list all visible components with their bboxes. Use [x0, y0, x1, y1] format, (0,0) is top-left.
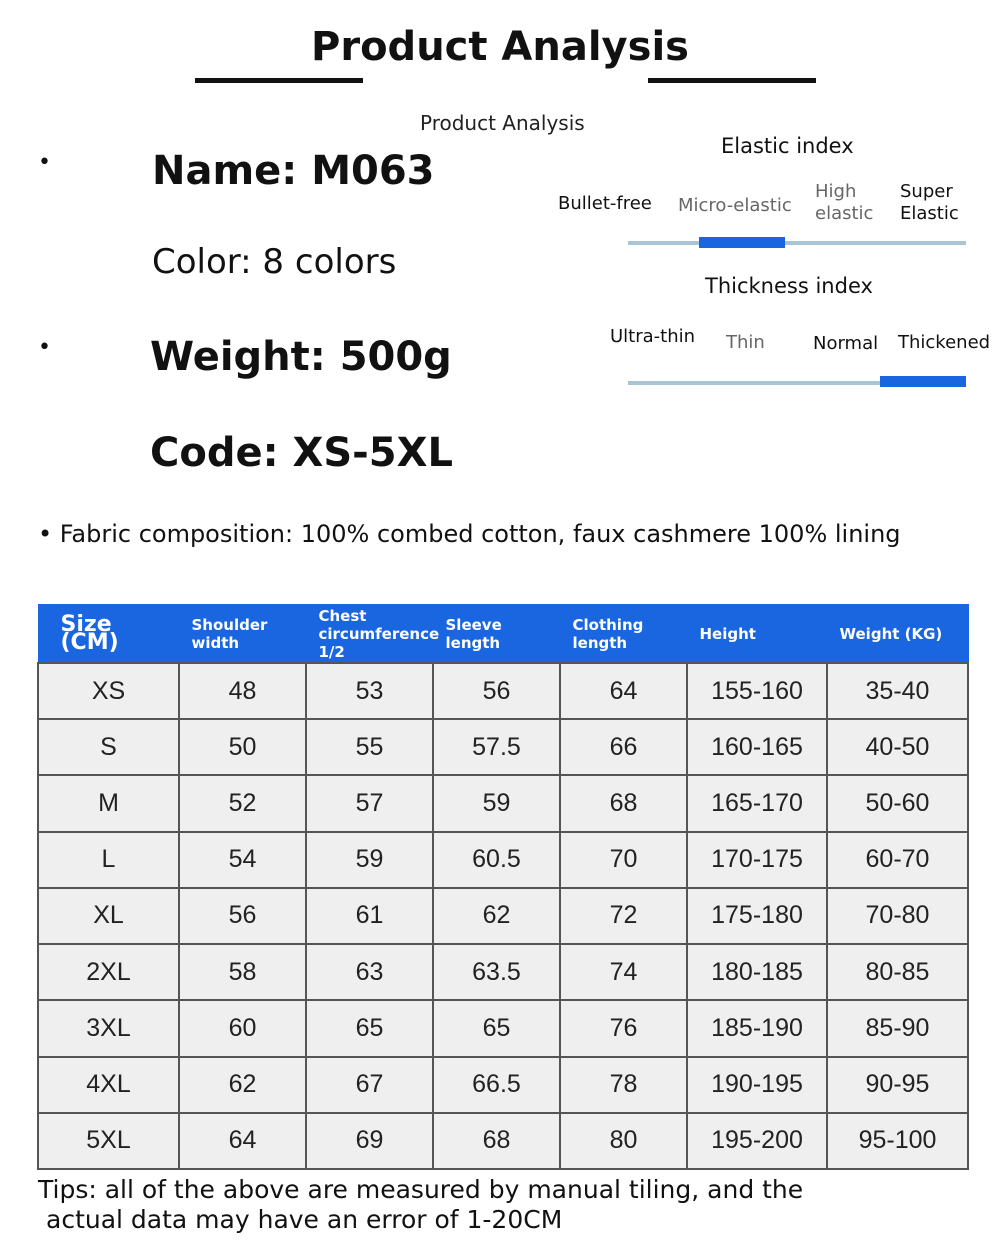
table-row — [38, 719, 968, 775]
cell-height: 180-185 — [687, 944, 827, 1000]
cell-clothing-length: 76 — [560, 1000, 687, 1056]
cell-clothing-length: 72 — [560, 888, 687, 944]
tips-line-2: actual data may have an error of 1-20CM — [46, 1205, 563, 1234]
cell-size: 2XL — [38, 944, 179, 1000]
cell-size: XS — [38, 663, 179, 719]
elastic-scale-track — [628, 241, 966, 245]
cell-sleeve-length: 66.5 — [433, 1057, 560, 1113]
cell-size: M — [38, 775, 179, 831]
cell-shoulder-width: 48 — [179, 663, 306, 719]
cell-height: 160-165 — [687, 719, 827, 775]
cell-clothing-length: 64 — [560, 663, 687, 719]
table-row — [38, 1000, 968, 1056]
bullet-icon: • — [38, 335, 51, 360]
cell-size: 3XL — [38, 1000, 179, 1056]
header-sleeve-length: Sleeve length — [433, 605, 560, 664]
cell-weight: 85-90 — [827, 1000, 968, 1056]
cell-clothing-length: 80 — [560, 1113, 687, 1169]
title-rule-left — [195, 78, 363, 83]
cell-shoulder-width: 52 — [179, 775, 306, 831]
cell-weight: 70-80 — [827, 888, 968, 944]
title-rule-right — [648, 78, 816, 83]
section-subtitle: Product Analysis — [420, 111, 585, 135]
thickness-label-thickened: Thickened — [898, 332, 991, 353]
cell-sleeve-length: 59 — [433, 775, 560, 831]
cell-size: L — [38, 832, 179, 888]
table-row — [38, 1113, 968, 1169]
cell-shoulder-width: 64 — [179, 1113, 306, 1169]
cell-size: 4XL — [38, 1057, 179, 1113]
cell-shoulder-width: 54 — [179, 832, 306, 888]
product-weight: Weight: 500g — [150, 334, 452, 380]
cell-chest: 59 — [306, 832, 433, 888]
cell-size: 5XL — [38, 1113, 179, 1169]
cell-shoulder-width: 62 — [179, 1057, 306, 1113]
table-row — [38, 944, 968, 1000]
cell-chest: 57 — [306, 775, 433, 831]
cell-height: 170-175 — [687, 832, 827, 888]
cell-chest: 69 — [306, 1113, 433, 1169]
cell-sleeve-length: 56 — [433, 663, 560, 719]
cell-size: S — [38, 719, 179, 775]
cell-weight: 80-85 — [827, 944, 968, 1000]
page-title: Product Analysis — [311, 24, 689, 70]
cell-height: 190-195 — [687, 1057, 827, 1113]
size-chart-table — [37, 604, 969, 1170]
cell-weight: 50-60 — [827, 775, 968, 831]
cell-sleeve-length: 65 — [433, 1000, 560, 1056]
cell-shoulder-width: 60 — [179, 1000, 306, 1056]
cell-weight: 60-70 — [827, 832, 968, 888]
measurement-tips — [38, 1175, 803, 1235]
thickness-scale-indicator — [880, 376, 966, 387]
cell-height: 195-200 — [687, 1113, 827, 1169]
elastic-scale-indicator — [699, 237, 785, 248]
product-code: Code: XS-5XL — [150, 430, 453, 476]
product-color: Color: 8 colors — [152, 242, 397, 282]
header-chest-circumference: Chest circumference 1/2 — [306, 605, 433, 664]
header-weight: Weight (KG) — [827, 605, 968, 664]
cell-height: 175-180 — [687, 888, 827, 944]
cell-weight: 40-50 — [827, 719, 968, 775]
cell-sleeve-length: 62 — [433, 888, 560, 944]
cell-chest: 65 — [306, 1000, 433, 1056]
cell-weight: 95-100 — [827, 1113, 968, 1169]
thickness-label-ultra-thin: Ultra-thin — [610, 326, 696, 347]
elastic-label-micro-elastic: Micro-elastic — [678, 195, 792, 216]
cell-weight: 35-40 — [827, 663, 968, 719]
cell-size: XL — [38, 888, 179, 944]
cell-sleeve-length: 68 — [433, 1113, 560, 1169]
table-row — [38, 775, 968, 831]
cell-chest: 53 — [306, 663, 433, 719]
cell-height: 185-190 — [687, 1000, 827, 1056]
table-row — [38, 663, 968, 719]
elastic-label-bullet-free: Bullet-free — [558, 193, 652, 214]
tips-line-1: Tips: all of the above are measured by manual tiling, and the — [38, 1175, 804, 1204]
header-size: Size (CM) — [38, 605, 179, 664]
cell-clothing-length: 66 — [560, 719, 687, 775]
cell-shoulder-width: 56 — [179, 888, 306, 944]
bullet-icon: • — [38, 150, 51, 175]
cell-shoulder-width: 58 — [179, 944, 306, 1000]
table-row — [38, 832, 968, 888]
cell-clothing-length: 70 — [560, 832, 687, 888]
cell-chest: 63 — [306, 944, 433, 1000]
table-header-row — [38, 605, 968, 664]
cell-clothing-length: 68 — [560, 775, 687, 831]
header-height: Height — [687, 605, 827, 664]
thickness-index-title: Thickness index — [705, 274, 873, 298]
header-shoulder-width: Shoulder width — [179, 605, 306, 664]
fabric-composition: • Fabric composition: 100% combed cotton, faux cashmere 100% lining — [38, 520, 901, 548]
thickness-label-thin: Thin — [726, 332, 765, 353]
table-row — [38, 888, 968, 944]
header-clothing-length: Clothing length — [560, 605, 687, 664]
cell-chest: 55 — [306, 719, 433, 775]
cell-height: 165-170 — [687, 775, 827, 831]
elastic-index-title: Elastic index — [721, 134, 854, 158]
cell-chest: 61 — [306, 888, 433, 944]
cell-sleeve-length: 63.5 — [433, 944, 560, 1000]
table-row — [38, 1057, 968, 1113]
cell-weight: 90-95 — [827, 1057, 968, 1113]
thickness-label-normal: Normal — [813, 333, 879, 354]
cell-shoulder-width: 50 — [179, 719, 306, 775]
elastic-label-high-elastic: High elastic — [815, 181, 874, 224]
cell-clothing-length: 74 — [560, 944, 687, 1000]
cell-clothing-length: 78 — [560, 1057, 687, 1113]
cell-height: 155-160 — [687, 663, 827, 719]
product-name: Name: M063 — [152, 148, 435, 194]
cell-sleeve-length: 60.5 — [433, 832, 560, 888]
elastic-label-super-elastic: Super Elastic — [900, 181, 959, 224]
cell-chest: 67 — [306, 1057, 433, 1113]
cell-sleeve-length: 57.5 — [433, 719, 560, 775]
